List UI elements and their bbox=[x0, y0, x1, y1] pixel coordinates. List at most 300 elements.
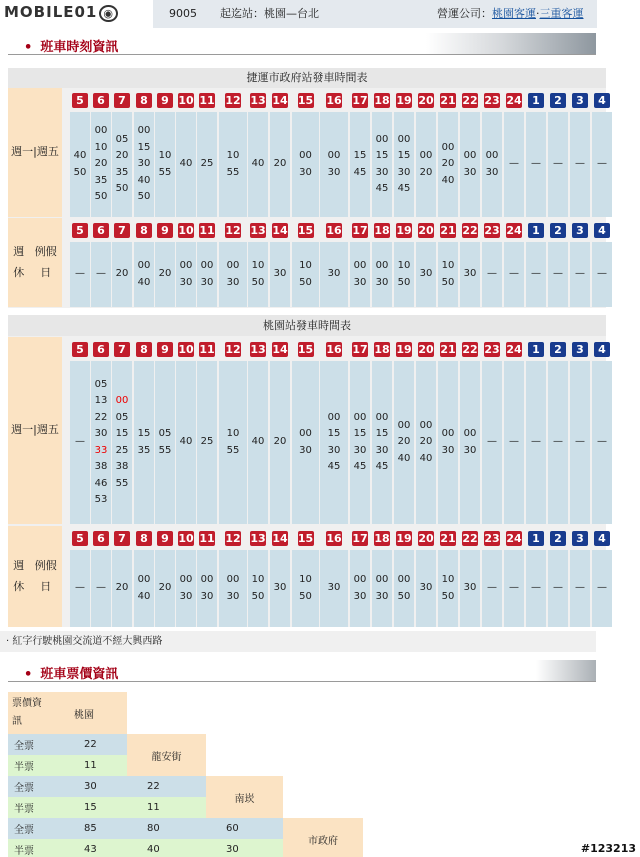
time-cell bbox=[320, 361, 348, 524]
departure-time: — bbox=[575, 268, 585, 280]
holiday-label-line: 例假日 bbox=[34, 244, 57, 279]
weekday-label-line: | bbox=[33, 423, 37, 437]
departure-time: 50 bbox=[441, 590, 455, 602]
time-cell bbox=[504, 550, 524, 627]
time-cell bbox=[482, 112, 502, 217]
departure-time: — bbox=[597, 158, 607, 170]
hour-badge: 21 bbox=[440, 94, 456, 107]
hour-badge: 10 bbox=[178, 532, 194, 545]
hour-badge: 14 bbox=[272, 532, 288, 545]
time-cell bbox=[134, 550, 154, 627]
fare-price: 11 bbox=[64, 755, 127, 776]
hour-badge: 22 bbox=[462, 94, 478, 107]
time-cell bbox=[438, 550, 458, 627]
holiday-block bbox=[8, 218, 606, 307]
hour-badge: 5 bbox=[72, 531, 88, 546]
fare-type-full: 全票 bbox=[8, 818, 64, 839]
hour-badge: 21 bbox=[440, 343, 456, 356]
time-cell bbox=[438, 361, 458, 524]
departure-time: 30 bbox=[375, 166, 389, 178]
time-cell bbox=[570, 112, 590, 217]
time-cell bbox=[176, 361, 196, 524]
departure-time: 22 bbox=[94, 411, 108, 423]
departure-time: 50 bbox=[299, 276, 312, 288]
departure-time: 40 bbox=[251, 158, 265, 170]
time-cell bbox=[460, 242, 480, 307]
hour-badge: 3 bbox=[572, 531, 588, 546]
departure-time: 00 bbox=[94, 125, 108, 137]
hour-badge: 4 bbox=[594, 93, 610, 108]
hour-badge: 6 bbox=[93, 93, 109, 108]
departure-time: — bbox=[509, 582, 519, 594]
route-info-bar bbox=[153, 0, 597, 28]
time-cell bbox=[372, 112, 392, 217]
departure-time: 00 bbox=[115, 395, 129, 406]
time-cell bbox=[482, 242, 502, 307]
timetable-title: 捷運市政府站發車時間表 bbox=[8, 68, 606, 88]
banner-image bbox=[426, 33, 596, 54]
departure-time: 15 bbox=[353, 428, 367, 439]
time-cell bbox=[270, 361, 290, 524]
holiday-label-line: 週休 bbox=[13, 244, 25, 279]
hour-badge: 11 bbox=[199, 224, 215, 237]
departure-time: 35 bbox=[137, 444, 151, 456]
fare-type-half: 半票 bbox=[8, 797, 64, 818]
time-cell bbox=[350, 361, 370, 524]
departure-time: 00 bbox=[179, 260, 193, 271]
departure-time: — bbox=[553, 436, 563, 448]
hour-badge: 3 bbox=[572, 93, 588, 108]
departure-time: 10 bbox=[158, 150, 172, 161]
departure-time: 00 bbox=[137, 574, 151, 585]
time-cell bbox=[219, 361, 247, 524]
hour-badge: 15 bbox=[297, 224, 314, 237]
time-cell bbox=[270, 112, 290, 217]
hour-badge: 23 bbox=[484, 532, 500, 545]
hour-badge: 15 bbox=[297, 532, 314, 545]
time-cell bbox=[70, 242, 90, 307]
departure-time: 10 bbox=[251, 574, 265, 585]
departure-time: 15 bbox=[137, 141, 151, 153]
departure-time: 30 bbox=[200, 590, 214, 602]
company-link-sanchong[interactable]: 三重客運 bbox=[539, 7, 584, 20]
fare-price: 30 bbox=[64, 776, 127, 797]
departure-time: 05 bbox=[115, 133, 129, 145]
departure-time: — bbox=[553, 268, 563, 280]
departure-time: 00 bbox=[353, 574, 367, 585]
hour-badge: 3 bbox=[572, 342, 588, 357]
departure-time: 45 bbox=[375, 183, 389, 194]
departure-time: — bbox=[531, 436, 541, 448]
hour-badge: 5 bbox=[72, 342, 88, 357]
departure-time: — bbox=[553, 582, 563, 594]
departure-time: 30 bbox=[441, 444, 455, 456]
hour-badge: 8 bbox=[136, 342, 152, 357]
departure-time: 15 bbox=[397, 150, 411, 161]
departure-time: — bbox=[75, 268, 85, 280]
time-cell bbox=[270, 550, 290, 627]
hour-badge: 6 bbox=[93, 531, 109, 546]
departure-time: 05 bbox=[115, 411, 129, 423]
departure-time: 20 bbox=[419, 436, 433, 448]
hour-badge: 22 bbox=[462, 343, 478, 356]
time-cell bbox=[219, 550, 247, 627]
departure-time: 30 bbox=[375, 276, 389, 288]
departure-time: 30 bbox=[273, 268, 287, 280]
departure-time: 00 bbox=[200, 574, 214, 585]
departure-time: 30 bbox=[226, 276, 240, 288]
departure-time: 20 bbox=[115, 268, 129, 280]
departure-time: — bbox=[575, 158, 585, 170]
hour-badge: 22 bbox=[462, 532, 478, 545]
schedule-title: 班車時刻資訊 bbox=[40, 40, 119, 55]
time-cell bbox=[197, 550, 217, 627]
hour-badge: 16 bbox=[326, 532, 342, 545]
departure-time: 10 bbox=[226, 428, 240, 439]
hour-badge: 6 bbox=[93, 223, 109, 238]
time-cell bbox=[592, 361, 612, 524]
departure-time: 30 bbox=[179, 276, 193, 288]
hour-badge: 1 bbox=[528, 223, 544, 238]
time-cell bbox=[570, 361, 590, 524]
departure-time: 20 bbox=[158, 268, 172, 280]
company-link-taoyuan[interactable]: 桃園客運 bbox=[492, 7, 536, 20]
time-cell bbox=[320, 242, 348, 307]
departure-time: 40 bbox=[179, 436, 193, 448]
hour-badge: 3 bbox=[572, 223, 588, 238]
departure-time: — bbox=[553, 158, 563, 170]
departure-time: — bbox=[597, 436, 607, 448]
departure-time: 30 bbox=[463, 166, 477, 178]
time-cell bbox=[112, 550, 132, 627]
departure-time: 00 bbox=[397, 574, 411, 585]
departure-time: 00 bbox=[137, 125, 151, 137]
hour-badge: 13 bbox=[250, 94, 266, 107]
hour-badge: 11 bbox=[199, 343, 215, 356]
departure-time: 30 bbox=[463, 582, 477, 594]
hour-badge: 17 bbox=[352, 343, 368, 356]
time-cell bbox=[526, 361, 546, 524]
time-cell bbox=[320, 550, 348, 627]
departure-time: — bbox=[509, 436, 519, 448]
time-cell bbox=[320, 112, 348, 217]
departure-time: 00 bbox=[353, 260, 367, 271]
time-cell bbox=[416, 242, 436, 307]
hour-badge: 17 bbox=[352, 224, 368, 237]
hour-badge: 23 bbox=[484, 343, 500, 356]
departure-time: 30 bbox=[137, 158, 151, 170]
fare-price: 15 bbox=[64, 797, 127, 818]
departure-time: 20 bbox=[115, 150, 129, 161]
time-cell bbox=[219, 242, 247, 307]
departure-time: 25 bbox=[115, 444, 129, 456]
weekday-block bbox=[8, 88, 606, 217]
departure-time: 50 bbox=[441, 276, 455, 288]
hour-badge: 10 bbox=[178, 224, 194, 237]
hour-badge: 23 bbox=[484, 224, 500, 237]
hour-badge: 8 bbox=[136, 531, 152, 546]
hour-badge: 18 bbox=[374, 532, 390, 545]
hour-badge: 10 bbox=[178, 94, 194, 107]
hour-badge: 5 bbox=[72, 223, 88, 238]
time-cell bbox=[292, 112, 319, 217]
logo-badge-icon: ◉ bbox=[99, 5, 118, 22]
departure-time: 30 bbox=[327, 268, 341, 280]
departure-time: 40 bbox=[419, 452, 433, 464]
departure-time: 00 bbox=[375, 133, 389, 145]
departure-time: 00 bbox=[419, 419, 433, 431]
fare-stop: 龍安街 bbox=[127, 734, 206, 776]
hour-badge: 13 bbox=[250, 343, 266, 356]
departure-time: 50 bbox=[73, 166, 87, 178]
departure-time: 30 bbox=[353, 276, 367, 288]
departure-time: 40 bbox=[137, 174, 151, 186]
time-cell bbox=[112, 112, 132, 217]
hour-badge: 7 bbox=[114, 223, 130, 238]
fare-title: 班車票價資訊 bbox=[40, 667, 119, 682]
departure-time: 30 bbox=[299, 444, 312, 456]
departure-time: 30 bbox=[200, 276, 214, 288]
departure-time: 40 bbox=[251, 436, 265, 448]
time-cell bbox=[482, 550, 502, 627]
departure-time: 30 bbox=[273, 582, 287, 594]
time-cell bbox=[570, 242, 590, 307]
departure-time: 30 bbox=[226, 590, 240, 602]
weekday-label-line: 週一 bbox=[11, 145, 34, 159]
departure-time: 40 bbox=[179, 158, 193, 170]
departure-time: 15 bbox=[327, 428, 341, 439]
fare-price: 60 bbox=[206, 818, 283, 839]
hour-badge: 18 bbox=[374, 343, 390, 356]
departure-time: — bbox=[531, 268, 541, 280]
time-cell bbox=[460, 361, 480, 524]
time-cell bbox=[548, 361, 568, 524]
route-number: 9005 bbox=[169, 7, 197, 20]
time-cell bbox=[155, 550, 175, 627]
hour-badge: 20 bbox=[418, 224, 434, 237]
departure-time: 10 bbox=[251, 260, 265, 271]
hour-badge: 4 bbox=[594, 531, 610, 546]
departure-time: — bbox=[75, 436, 85, 448]
time-cell bbox=[460, 112, 480, 217]
hour-badge: 6 bbox=[93, 342, 109, 357]
time-cell bbox=[394, 112, 414, 217]
weekday-label bbox=[8, 88, 62, 217]
departure-time: 50 bbox=[94, 191, 108, 203]
time-cell bbox=[112, 361, 132, 524]
departure-time: 30 bbox=[375, 590, 389, 602]
holiday-label bbox=[8, 218, 62, 307]
departure-time: 15 bbox=[115, 428, 129, 439]
weekday-label-line: 週五 bbox=[36, 423, 59, 437]
watermark: #123213 bbox=[580, 842, 636, 855]
departure-time: 00 bbox=[375, 411, 389, 423]
hour-badge: 1 bbox=[528, 531, 544, 546]
time-cell bbox=[197, 361, 217, 524]
departure-time: 30 bbox=[419, 582, 433, 594]
timetable-title: 桃園站發車時間表 bbox=[8, 315, 606, 336]
time-cell bbox=[248, 112, 268, 217]
time-cell bbox=[292, 242, 319, 307]
time-cell bbox=[270, 242, 290, 307]
holiday-label-line: 週休 bbox=[13, 558, 25, 593]
departure-time: 45 bbox=[397, 183, 411, 194]
departure-time: 20 bbox=[115, 582, 129, 594]
route-endpoints: 起迄站：桃園—台北 bbox=[220, 7, 319, 20]
departure-time: 15 bbox=[375, 428, 389, 439]
departure-time: 46 bbox=[94, 477, 108, 489]
time-cell bbox=[416, 361, 436, 524]
hour-badge: 11 bbox=[199, 94, 215, 107]
weekday-label bbox=[8, 337, 62, 524]
holiday-block bbox=[8, 526, 606, 627]
departure-time: 00 bbox=[327, 150, 341, 161]
departure-time: 20 bbox=[94, 158, 108, 170]
hour-badge: 24 bbox=[506, 532, 522, 545]
departure-time: 50 bbox=[397, 590, 411, 602]
departure-time: — bbox=[597, 268, 607, 280]
time-cell bbox=[91, 361, 111, 524]
hour-badge: 12 bbox=[225, 343, 241, 356]
schedule-section-header bbox=[8, 33, 596, 55]
departure-time: 00 bbox=[226, 260, 240, 271]
departure-time: 55 bbox=[226, 166, 240, 178]
time-cell bbox=[570, 550, 590, 627]
hour-badge: 24 bbox=[506, 94, 522, 107]
departure-time: 00 bbox=[299, 428, 312, 439]
fare-price: 40 bbox=[127, 839, 206, 857]
departure-time: 00 bbox=[419, 150, 433, 161]
fare-price: 22 bbox=[127, 776, 206, 797]
hour-badge: 23 bbox=[484, 94, 500, 107]
departure-time: 30 bbox=[327, 582, 341, 594]
departure-time: 30 bbox=[299, 166, 312, 178]
time-cell bbox=[372, 550, 392, 627]
time-cell bbox=[219, 112, 247, 217]
time-cell bbox=[526, 242, 546, 307]
departure-time: 00 bbox=[299, 150, 312, 161]
time-cell bbox=[91, 550, 111, 627]
time-cell bbox=[155, 361, 175, 524]
mobile01-logo[interactable]: MOBILE01 ◉ bbox=[4, 3, 118, 21]
departure-time: — bbox=[96, 268, 106, 280]
fare-price: 80 bbox=[127, 818, 206, 839]
departure-time: 30 bbox=[419, 268, 433, 280]
departure-time: 25 bbox=[200, 436, 214, 448]
departure-time: — bbox=[487, 268, 497, 280]
weekday-label-line: 週一 bbox=[11, 423, 34, 437]
departure-time: 00 bbox=[397, 133, 411, 145]
departure-time: 10 bbox=[397, 260, 411, 271]
departure-time: 38 bbox=[94, 461, 108, 472]
hour-badge: 22 bbox=[462, 224, 478, 237]
departure-time: 25 bbox=[200, 158, 214, 170]
hour-badge: 13 bbox=[250, 224, 266, 237]
time-cell bbox=[176, 112, 196, 217]
departure-time: 00 bbox=[463, 150, 477, 161]
timetable bbox=[8, 68, 606, 308]
time-cell bbox=[592, 242, 612, 307]
departure-time: 05 bbox=[94, 378, 108, 390]
time-cell bbox=[460, 550, 480, 627]
time-cell bbox=[438, 242, 458, 307]
departure-time: 05 bbox=[158, 428, 172, 439]
departure-time: 00 bbox=[179, 574, 193, 585]
time-cell bbox=[504, 242, 524, 307]
departure-time: 20 bbox=[158, 582, 172, 594]
departure-time: 30 bbox=[353, 590, 367, 602]
time-cell bbox=[504, 361, 524, 524]
departure-time: 55 bbox=[226, 444, 240, 456]
hour-badge: 19 bbox=[396, 94, 412, 107]
departure-time: 10 bbox=[299, 574, 312, 585]
hour-badge: 11 bbox=[199, 532, 215, 545]
departure-time: — bbox=[509, 268, 519, 280]
departure-time: 10 bbox=[299, 260, 312, 271]
departure-time: 50 bbox=[299, 590, 312, 602]
hour-badge: 14 bbox=[272, 224, 288, 237]
departure-time: 10 bbox=[441, 574, 455, 585]
departure-time: — bbox=[531, 158, 541, 170]
departure-time: 20 bbox=[419, 166, 433, 178]
hour-badge: 19 bbox=[396, 343, 412, 356]
hour-badge: 9 bbox=[157, 342, 173, 357]
hour-badge: 2 bbox=[550, 93, 566, 108]
hour-badge: 20 bbox=[418, 343, 434, 356]
time-cell bbox=[350, 550, 370, 627]
hour-badge: 15 bbox=[297, 94, 314, 107]
time-cell bbox=[176, 550, 196, 627]
hour-badge: 4 bbox=[594, 223, 610, 238]
time-cell bbox=[197, 242, 217, 307]
time-cell bbox=[416, 550, 436, 627]
hour-badge: 2 bbox=[550, 531, 566, 546]
time-cell bbox=[70, 550, 90, 627]
departure-time: 00 bbox=[463, 428, 477, 439]
departure-time: 20 bbox=[397, 436, 411, 448]
hour-badge: 10 bbox=[178, 343, 194, 356]
departure-time: 00 bbox=[397, 419, 411, 431]
fare-type-full: 全票 bbox=[8, 734, 64, 755]
company-label: 營運公司：桃園客運·三重客運 bbox=[437, 7, 584, 20]
hour-badge: 17 bbox=[352, 532, 368, 545]
time-cell bbox=[548, 242, 568, 307]
time-cell bbox=[292, 361, 319, 524]
hour-badge: 24 bbox=[506, 343, 522, 356]
time-cell bbox=[416, 112, 436, 217]
banner-image bbox=[536, 660, 596, 681]
departure-time: — bbox=[509, 158, 519, 170]
departure-time: 30 bbox=[375, 444, 389, 456]
departure-time: 00 bbox=[200, 260, 214, 271]
departure-time: 00 bbox=[353, 411, 367, 423]
fare-type-half: 半票 bbox=[8, 839, 64, 857]
departure-time: 00 bbox=[375, 260, 389, 271]
hour-badge: 16 bbox=[326, 343, 342, 356]
fare-type-half: 半票 bbox=[8, 755, 64, 776]
time-cell bbox=[372, 361, 392, 524]
time-cell bbox=[134, 242, 154, 307]
time-cell bbox=[134, 112, 154, 217]
hour-badge: 8 bbox=[136, 93, 152, 108]
time-cell bbox=[372, 242, 392, 307]
hour-badge: 20 bbox=[418, 532, 434, 545]
hour-badge: 9 bbox=[157, 531, 173, 546]
departure-time: 50 bbox=[251, 590, 265, 602]
hour-badge: 2 bbox=[550, 342, 566, 357]
hour-badge: 13 bbox=[250, 532, 266, 545]
time-cell bbox=[70, 361, 90, 524]
